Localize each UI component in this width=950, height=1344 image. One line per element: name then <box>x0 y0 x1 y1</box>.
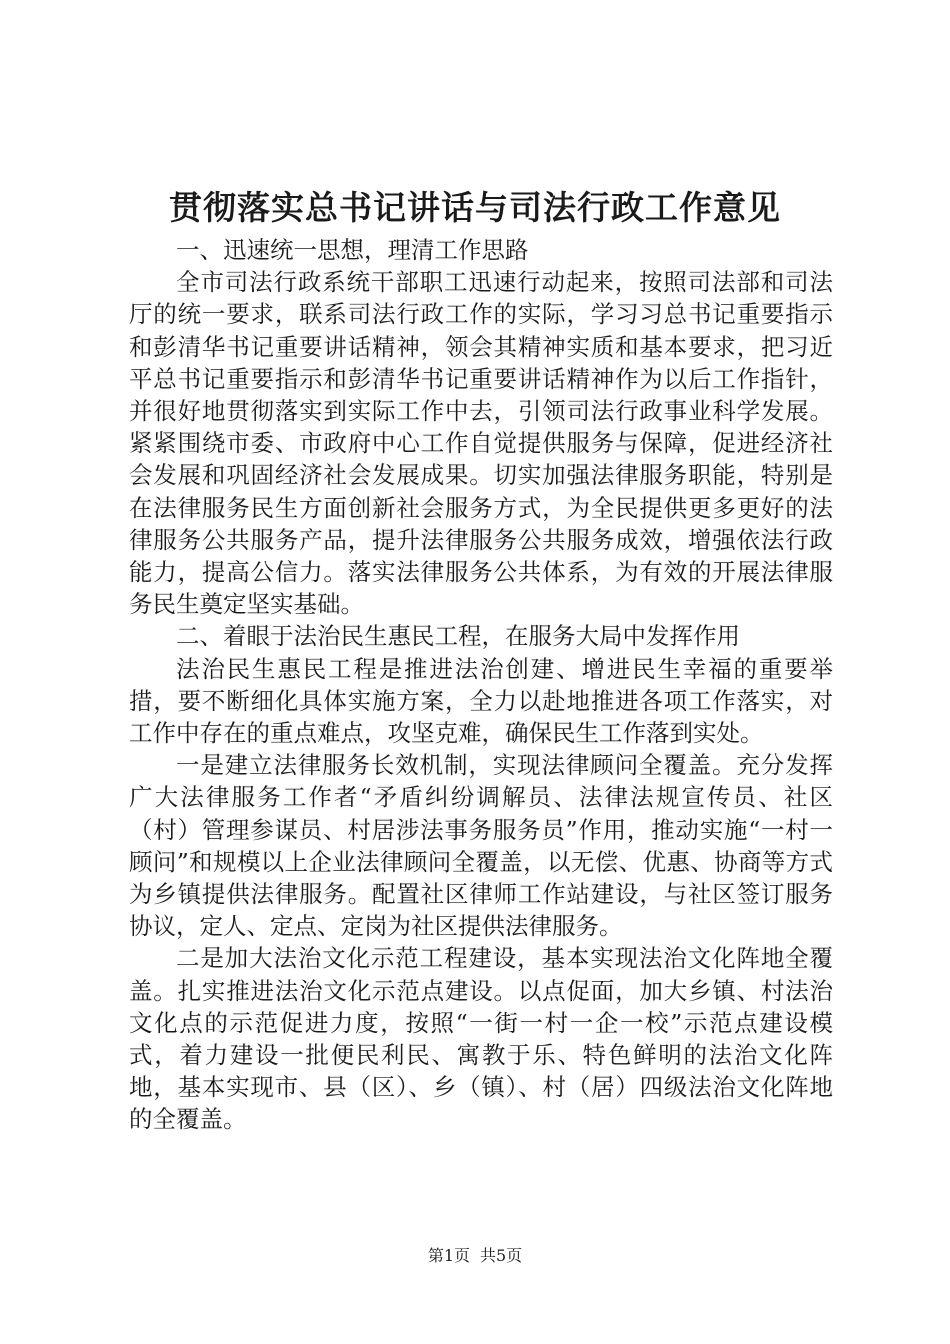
page-number: 第1页 <box>427 1246 470 1265</box>
paragraph-3: 一是建立法律服务长效机制，实现法律顾问全覆盖。充分发挥广大法律服务工作者“矛盾纠纷调解员、法律法规宣传员、社区（村）管理参谋员、村居涉法事务服务员”作用，推动实施“一村一顾问”和规模以上企业法律顾问全覆盖，以无偿、优惠、协商等方式为乡镇提供法律服务。配置社区律师工作站建设，与社区签订服务协议，定人、定点、定岗为社区提供法律服务。 <box>129 751 833 941</box>
document-title: 贯彻落实总书记讲话与司法行政工作意见 <box>169 188 781 227</box>
paragraph-4: 二是加大法治文化示范工程建设，基本实现法治文化阵地全覆盖。扎实推进法治文化示范点建设。以点促面，加大乡镇、村法治文化点的示范促进力度，按照“一街一村一企一校”示范点建设模式，着力建设一批便民利民、寓教于乐、特色鲜明的法治文化阵地，基本实现市、县（区）、乡（镇）、村（居）四级法治文化阵地的全覆盖。 <box>129 944 833 1134</box>
paragraph-1: 全市司法行政系统干部职工迅速行动起来，按照司法部和司法厅的统一要求，联系司法行政工作的实际，学习习总书记重要指示和彭清华书记重要讲话精神，领会其精神实质和基本要求，把习近平总书记重要指示和彭清华书记重要讲话精神作为以后工作指针，并很好地贯彻落实到实际工作中去，引领司法行政事业科学发展。紧紧围绕市委、市政府中心工作自觉提供服务与保障，促进经济社会发展和巩固经济社会发展成果。切实加强法律服务职能，特别是在法律服务民生方面创新社会服务方式，为全民提供更多更好的法律服务公共服务产品，提升法律服务公共服务成效，增强依法行政能力，提高公信力。落实法律服务公共体系，为有效的开展法律服务民生奠定坚实基础。 <box>129 268 833 619</box>
page-total: 共5页 <box>480 1246 523 1265</box>
section-heading-1: 一、迅速统一思想，理清工作思路 <box>176 236 529 264</box>
document-body <box>129 234 833 1136</box>
paragraph-2: 法治民生惠民工程是推进法治创建、增进民生幸福的重要举措，要不断细化具体实施方案，全力以赴地推进各项工作落实，对工作中存在的重点难点，攻坚克难，确保民生工作落到实处。 <box>129 654 833 748</box>
section-heading-2: 二、着眼于法治民生惠民工程，在服务大局中发挥作用 <box>176 622 740 651</box>
page-footer <box>0 1246 950 1266</box>
